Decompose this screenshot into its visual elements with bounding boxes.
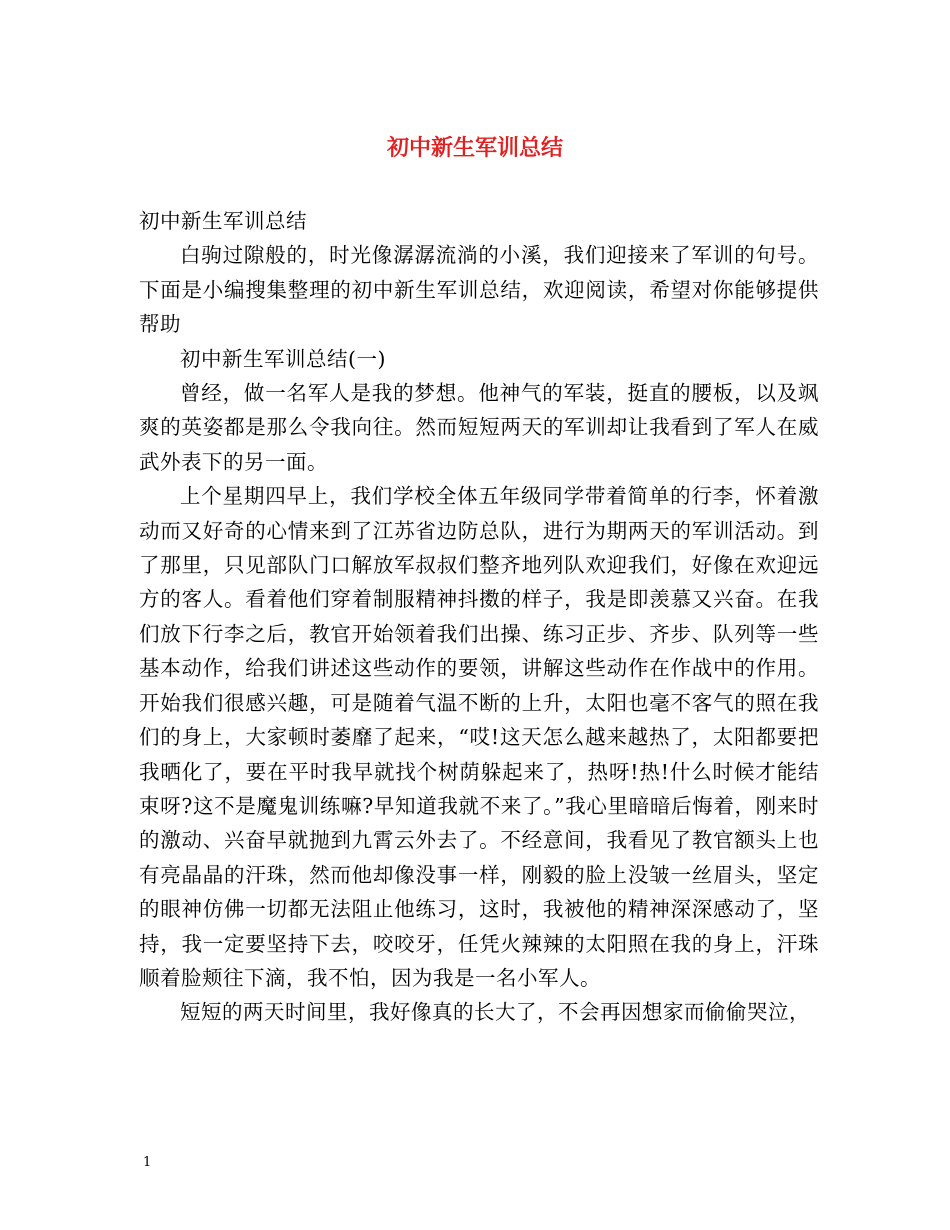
- document-body: [139, 204, 819, 1030]
- paragraph: 上个星期四早上，我们学校全体五年级同学带着简单的行李，怀着激动而又好奇的心情来到了江苏省边防总队，进行为期两天的军训活动。到了那里，只见部队门口解放军叔叔们整齐地列队欢迎我们，好像在欢迎远方的客人。看着他们穿着制服精神抖擞的样子，我是即羡慕又兴奋。在我们放下行李之后，教官开始领着我们出操、练习正步、齐步、队列等一些基本动作，给我们讲述这些动作的要领，讲解这些动作在作战中的作用。开始我们很感兴趣，可是随着气温不断的上升，太阳也毫不客气的照在我们的身上，大家顿时萎靡了起来，“哎!这天怎么越来越热了，太阳都要把我晒化了，要在平时我早就找个树荫躲起来了，热呀!热!什么时候才能结束呀?这不是魔鬼训练嘛?早知道我就不来了。”我心里暗暗后悔着，刚来时的激动、兴奋早就抛到九霄云外去了。不经意间，我看见了教官额头上也有亮晶晶的汗珠，然而他却像没事一样，刚毅的脸上没皱一丝眉头，坚定的眼神仿佛一切都无法阻止他练习，这时，我被他的精神深深感动了，坚持，我一定要坚持下去，咬咬牙，任凭火辣辣的太阳照在我的身上，汗珠顺着脸颊往下滴，我不怕，因为我是一名小军人。: [139, 484, 819, 990]
- subheading: 初中新生军训总结: [139, 209, 307, 233]
- document-title: 初中新生军训总结: [386, 135, 563, 161]
- paragraph: 短短的两天时间里，我好像真的长大了，不会再因想家而偷偷哭泣，: [180, 1000, 810, 1025]
- paragraph-intro: 白驹过隙般的，时光像潺潺流淌的小溪，我们迎接来了军训的句号。下面是小编搜集整理的初中新生军训总结，欢迎阅读，希望对你能够提供帮助: [139, 243, 819, 337]
- paragraph: 曾经，做一名军人是我的梦想。他神气的军装，挺直的腰板，以及飒爽的英姿都是那么令我向往。然而短短两天的军训却让我看到了军人在威武外表下的另一面。: [139, 381, 819, 474]
- page-number: 1: [143, 1155, 152, 1170]
- section-heading: 初中新生军训总结(一): [180, 346, 386, 371]
